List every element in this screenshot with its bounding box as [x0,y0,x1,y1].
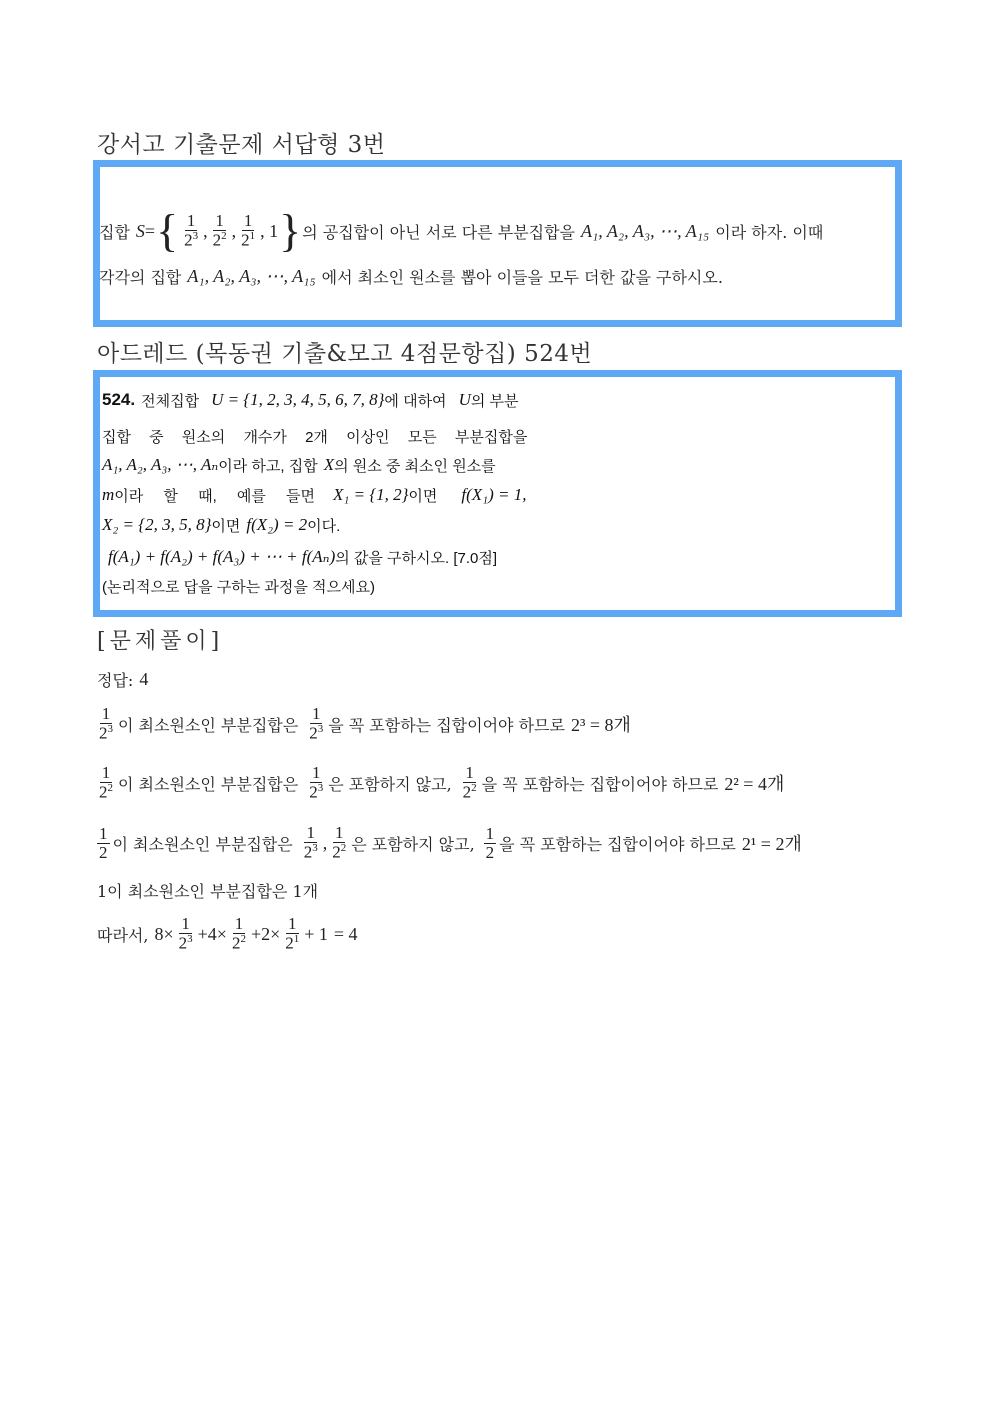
text: 이 최소원소인 부분집합은 [118,774,299,794]
answer-line [97,668,148,690]
result: 2¹ = 2개 [741,834,802,854]
text: 이면 [408,487,438,505]
text: 을 꼭 포함하는 집합이어야 하므로 [499,834,736,854]
problem2-line1 [102,387,518,413]
fraction: $\frac{1}{2^2}$ [231,914,246,953]
fraction: $\frac{1}{2^2}$ [99,763,113,802]
text: 이라 하자. 이때 [715,222,824,242]
problem1-line2 [99,263,723,289]
text: 이 최소원소인 부분집합은 [118,715,299,735]
subsets-math: A₁, A₂, A₃, ⋯, A₁₅ [581,220,710,241]
coefficient: 4 [207,923,217,944]
problem2-line7: (논리적으로 답을 구하는 과정을 적으세요) [102,578,375,596]
subsets-math: A₁, A₂, A₃, ⋯, Aₙ [102,455,219,474]
solution-step-1 [97,702,631,746]
coefficient: 8 [154,923,164,944]
math-m: m [102,485,115,504]
problem2-line2: 집합 중 원소의 개수가 2개 이상인 모든 부분집합을 [102,428,528,446]
example-f1: f(X₁) = 1, [461,485,527,504]
text: 이다. [307,517,341,535]
solution-heading: [문제풀이] [97,629,224,654]
set-name: S [135,220,145,241]
text: 을 꼭 포함하는 집합이어야 하므로 [328,715,565,735]
element: 1 [269,220,279,241]
math-u: U [458,390,471,409]
solution-step-3: $\frac{1}{2}$ 이 최소원소인 부분집합은 $\frac{1}{2^3}$ , $\frac{1}{2^2}$ 은 포함하지 않고, $\frac{1}{2}$ 을 꼭 포함하는 집합이어야 하므로 2¹ = 2개 [99,823,802,862]
fraction: $\frac{1}{2}$ [485,823,495,862]
left-brace-icon: { [156,205,179,256]
fraction: $\frac{1}{2^3}$ [309,763,324,802]
text: 의 값을 구하시오. [7.0점] [335,549,498,567]
text: 전체집합 [141,392,200,410]
text: 이 최소원소인 부분집합은 [112,834,293,854]
text: 이라 하고, 집합 [218,457,318,475]
final-result: = 4 [333,923,358,944]
result: 2² = 4개 [724,774,785,794]
fraction: $\frac{1}{2^2}$ [462,763,477,802]
text: 의 공집합이 아닌 서로 다른 부분집합을 [302,222,575,242]
sum-expression: f(A₁) + f(A₂) + f(A₃) + ⋯ + f(Aₙ) [108,547,336,566]
example-x2: X₂ = {2, 3, 5, 8} [102,515,212,534]
text: 은 포함하지 않고, [328,774,452,794]
result: 2³ = 8개 [570,715,631,735]
text: 이라 할 때, 예를 들면 [114,487,316,505]
example-x1: X₁ = {1, 2} [333,485,409,504]
problem-number: 524. [102,390,136,409]
text: 에서 최소인 원소를 뽑아 이들을 모두 더한 값을 구하시오. [321,267,723,287]
fraction: $\frac{1}{2^1}$ [241,211,256,250]
fraction: $\frac{1}{2^2}$ [332,823,347,862]
fraction: $\frac{1}{2^3}$ [178,914,193,953]
text: 은 포함하지 않고, [351,834,475,854]
fraction: $\frac{1}{2^1}$ [285,914,300,953]
example-f2: f(X₂) = 2 [246,515,308,534]
fraction: $\frac{1}{2^3}$ [184,211,199,250]
universe-set: U = {1, 2, 3, 4, 5, 6, 7, 8} [211,390,385,409]
solution-step-2 [97,760,784,806]
text: 에 대하여 [384,392,447,410]
subsets-math: A₁, A₂, A₃, ⋯, A₁₅ [187,265,316,286]
problem2-line3 [102,451,496,479]
problem2-line4 [102,481,526,509]
coefficient: 2 [261,923,271,944]
fraction: $\frac{1}{2^3}$ [309,704,324,743]
answer-label: 정답: [97,670,134,690]
plus-one: + 1 [304,923,328,944]
problem-box-2 [93,370,902,617]
text: 집합 [99,222,130,242]
answer-value: 4 [139,668,149,689]
text: 이면 [211,517,241,535]
right-brace-icon: } [279,205,302,256]
text: 의 부분 [470,392,519,410]
problem2-line5 [102,511,340,539]
solution-conclusion: 따라서, 8 × $\frac{1}{2^3}$ + 4 × $\frac{1}{2^2}$ + 2 × $\frac{1}{2^1}$ + 1 = 4 [97,914,358,953]
text: 을 꼭 포함하는 집합이어야 하므로 [481,774,719,794]
problem2-line6 [108,543,497,571]
problem1-line1: 집합 S = { $\frac{1}{2^3}$ , $\frac{1}{2^2}$ , $\frac{1}{2^1}$ , 1 } 의 공집합이 아닌 서로 다른 부분집합을 A₁, A₂, A₃, ⋯, A₁₅ 이라 하자. 이때 [99,205,824,256]
fraction: $\frac{1}{2^3}$ [303,823,318,862]
text: 각각의 집합 [99,267,182,287]
solution-step-4: 1이 최소원소인 부분집합은 1개 [97,881,319,901]
fraction: $\frac{1}{2^3}$ [99,704,113,743]
problem-box-1 [93,160,902,327]
fraction: $\frac{1}{2}$ [99,823,108,862]
text: 따라서, [97,925,149,945]
section1-heading: 강서고 기출문제 서답형 3번 [97,132,386,158]
fraction: $\frac{1}{2^2}$ [212,211,227,250]
section2-heading: 아드레드 (목동권 기출&모고 4점문항집) 524번 [97,341,593,367]
math-x: X [323,455,335,474]
text: 의 원소 중 최소인 원소를 [334,457,496,475]
